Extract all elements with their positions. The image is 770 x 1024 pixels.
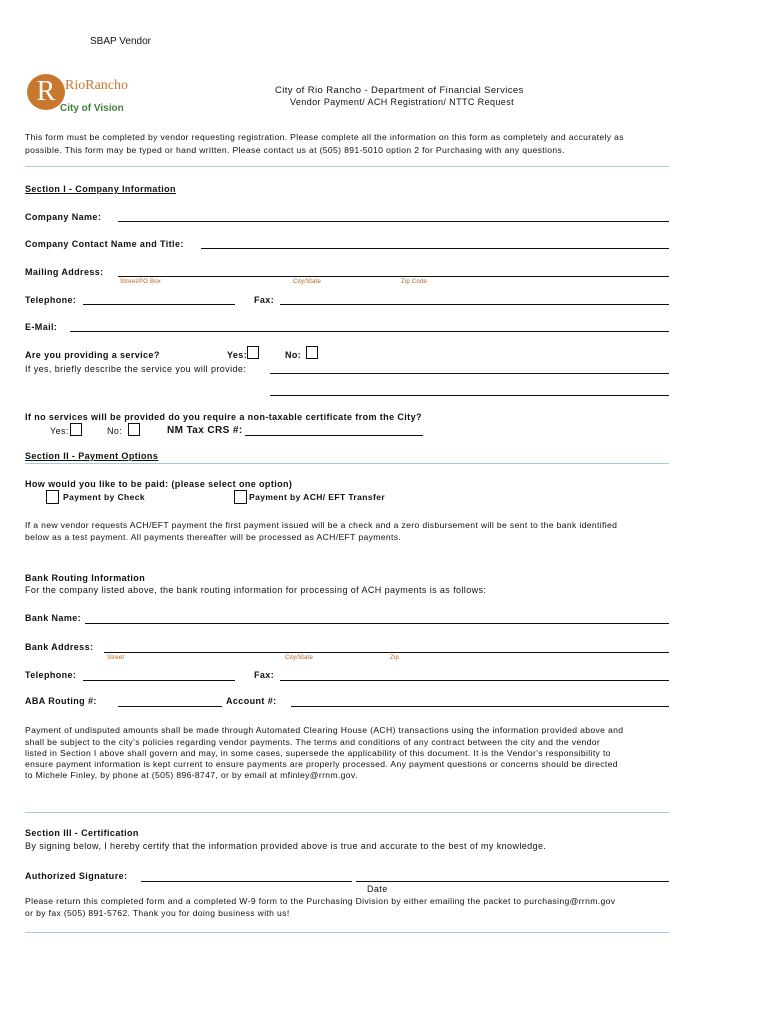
nttc-no-checkbox[interactable] bbox=[128, 423, 140, 436]
authorized-signature-label: Authorized Signature: bbox=[25, 871, 128, 881]
service-question: Are you providing a service? bbox=[25, 350, 160, 360]
street-hint: Street/PO Box bbox=[120, 279, 161, 285]
signature-date-field[interactable] bbox=[356, 881, 669, 882]
city-hint: City/State bbox=[293, 279, 322, 285]
divider bbox=[25, 812, 669, 813]
company-name-field[interactable] bbox=[118, 221, 669, 222]
bank-name-field[interactable] bbox=[85, 623, 669, 624]
logo-sub-text: City of Vision bbox=[60, 103, 124, 114]
certification-statement: By signing below, I hereby certify that the information provided above is true and accurate to the best of my knowledge. bbox=[25, 841, 547, 851]
divider bbox=[25, 463, 669, 464]
nttc-yes-checkbox[interactable] bbox=[70, 423, 82, 436]
ach-note-line-1: If a new vendor requests ACH/EFT payment the first payment issued will be a check and a zero disbursement will be sent to the bank identified bbox=[25, 520, 618, 530]
service-no-label: No: bbox=[285, 350, 302, 360]
bank-address-label: Bank Address: bbox=[25, 642, 94, 652]
date-label: Date bbox=[367, 884, 388, 894]
terms-line-4: ensure payment information is kept current to ensure payments are properly processed. Any payment questions or concerns should be directed bbox=[25, 759, 618, 769]
email-field[interactable] bbox=[70, 331, 669, 332]
intro-line-1: This form must be completed by vendor requesting registration. Please complete all the information on this form as completely and accurately as bbox=[25, 132, 624, 142]
aba-routing-label: ABA Routing #: bbox=[25, 696, 97, 706]
bank-routing-heading: Bank Routing Information bbox=[25, 573, 146, 583]
logo-r-mark: R bbox=[27, 74, 65, 110]
return-instructions-2: or by fax (505) 891-5762. Thank you for doing business with us! bbox=[25, 908, 290, 918]
divider bbox=[25, 932, 669, 933]
zip-hint: Zip Code bbox=[401, 279, 427, 285]
terms-line-2: shall be subject to the city's policies regarding vendor payments. The terms and conditions of any contract between the city and the vendor bbox=[25, 737, 601, 747]
form-tag: SBAP Vendor bbox=[90, 36, 151, 47]
bank-zip-hint: Zip bbox=[390, 655, 399, 661]
bank-city-hint: City/State bbox=[285, 655, 314, 661]
mailing-address-label: Mailing Address: bbox=[25, 267, 104, 277]
account-label: Account #: bbox=[226, 696, 277, 706]
city-logo bbox=[27, 74, 137, 118]
pay-by-ach-label: Payment by ACH/ EFT Transfer bbox=[249, 492, 386, 502]
nttc-no-label: No: bbox=[107, 426, 123, 436]
terms-line-5: to Michele Finley, by phone at (505) 896-8747, or by email at mfinley@rrnm.gov. bbox=[25, 770, 358, 780]
service-no-checkbox[interactable] bbox=[306, 346, 318, 359]
account-field[interactable] bbox=[291, 706, 669, 707]
terms-line-1: Payment of undisputed amounts shall be made through Automated Clearing House (ACH) transactions using the information provided above and bbox=[25, 725, 624, 735]
divider bbox=[25, 166, 669, 167]
nttc-yes-label: Yes: bbox=[50, 426, 69, 436]
service-yes-checkbox[interactable] bbox=[247, 346, 259, 359]
telephone-label: Telephone: bbox=[25, 295, 77, 305]
section-1-heading: Section I - Company Information bbox=[25, 184, 176, 194]
pay-by-check-label: Payment by Check bbox=[63, 492, 145, 502]
bank-fax-field[interactable] bbox=[280, 680, 669, 681]
logo-main-text: RioRancho bbox=[65, 78, 128, 93]
payment-question: How would you like to be paid: (please select one option) bbox=[25, 479, 293, 489]
bank-street-hint: Street bbox=[107, 655, 125, 661]
email-label: E-Mail: bbox=[25, 322, 58, 332]
service-yes-label: Yes: bbox=[227, 350, 248, 360]
bank-telephone-label: Telephone: bbox=[25, 670, 77, 680]
contact-field[interactable] bbox=[201, 248, 669, 249]
service-describe-label: If yes, briefly describe the service you will provide: bbox=[25, 364, 247, 374]
telephone-field[interactable] bbox=[83, 304, 235, 305]
return-instructions-1: Please return this completed form and a completed W-9 form to the Purchasing Division by either emailing the packet to purchasing@rrnm.gov bbox=[25, 896, 616, 906]
intro-line-2: possible. This form may be typed or hand written. Please contact us at (505) 891-5010 option 2 for Purchasing with any questions. bbox=[25, 145, 565, 155]
form-title: City of Rio Rancho - Department of Financial Services bbox=[275, 85, 524, 96]
bank-telephone-field[interactable] bbox=[83, 680, 235, 681]
fax-field[interactable] bbox=[280, 304, 669, 305]
bank-fax-label: Fax: bbox=[254, 670, 275, 680]
nttc-crs-label: NM Tax CRS #: bbox=[167, 425, 243, 436]
service-describe-field-2[interactable] bbox=[270, 395, 669, 396]
fax-label: Fax: bbox=[254, 295, 275, 305]
bank-routing-description: For the company listed above, the bank routing information for processing of ACH payments is as follows: bbox=[25, 585, 487, 595]
mailing-address-field[interactable] bbox=[118, 276, 669, 277]
pay-by-check-checkbox[interactable] bbox=[46, 490, 59, 504]
bank-name-label: Bank Name: bbox=[25, 613, 82, 623]
service-describe-field-1[interactable] bbox=[270, 373, 669, 374]
section-2-heading: Section II - Payment Options bbox=[25, 451, 159, 461]
nttc-crs-field[interactable] bbox=[245, 435, 423, 436]
section-3-heading: Section III - Certification bbox=[25, 828, 139, 838]
company-name-label: Company Name: bbox=[25, 212, 102, 222]
form-subtitle: Vendor Payment/ ACH Registration/ NTTC Request bbox=[290, 97, 514, 107]
pay-by-ach-checkbox[interactable] bbox=[234, 490, 247, 504]
contact-label: Company Contact Name and Title: bbox=[25, 239, 184, 249]
authorized-signature-field[interactable] bbox=[141, 881, 352, 882]
aba-routing-field[interactable] bbox=[118, 706, 222, 707]
terms-line-3: listed in Section I above shall govern and may, in some cases, supersede the applicability of this document. It is the Vendor's responsibility to bbox=[25, 748, 611, 758]
bank-address-field[interactable] bbox=[104, 652, 669, 653]
nttc-question: If no services will be provided do you require a non-taxable certificate from the City? bbox=[25, 412, 422, 422]
ach-note-line-2: below as a test payment. All payments thereafter will be processed as ACH/EFT payments. bbox=[25, 532, 402, 542]
